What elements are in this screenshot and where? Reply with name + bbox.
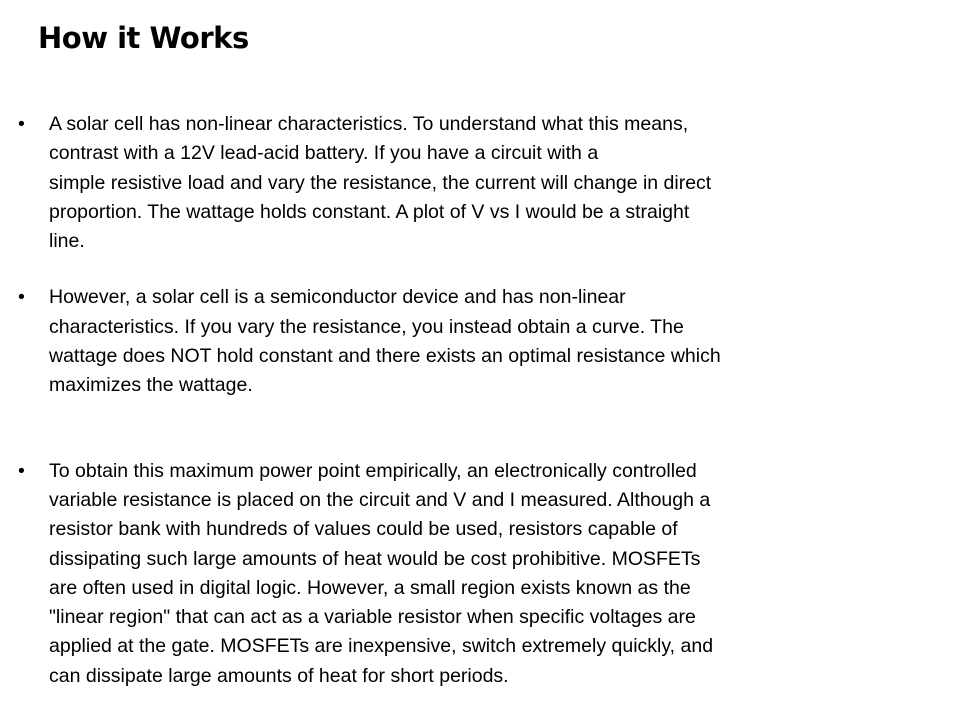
bullet-text-line: dissipating such large amounts of heat would be cost prohibitive. MOSFETs bbox=[49, 547, 701, 570]
bullet-item-mosfet-variable-resistance bbox=[18, 457, 898, 691]
bullet-dot: • bbox=[18, 286, 25, 309]
bullet-text-line: wattage does NOT hold constant and there exists an optimal resistance which bbox=[49, 345, 721, 368]
bullet-text-line: maximizes the wattage. bbox=[49, 374, 253, 397]
bullet-text-line: characteristics. If you vary the resistance, you instead obtain a curve. The bbox=[49, 315, 684, 338]
bullet-text-line: are often used in digital logic. However, a small region exists known as the bbox=[49, 576, 691, 599]
bullet-dot: • bbox=[18, 113, 25, 135]
slide-title: How it Works bbox=[38, 21, 249, 55]
bullet-list bbox=[18, 110, 898, 691]
bullet-item-semiconductor-curve bbox=[18, 283, 898, 400]
bullet-dot: • bbox=[18, 459, 25, 482]
bullet-text-line: However, a solar cell is a semiconductor device and has non-linear bbox=[49, 286, 626, 309]
bullet-text-line: simple resistive load and vary the resistance, the current will change in direct bbox=[49, 171, 712, 194]
bullet-text-line: To obtain this maximum power point empirically, an electronically controlled bbox=[49, 459, 697, 482]
bullet-text-line: can dissipate large amounts of heat for short periods. bbox=[49, 664, 509, 687]
bullet-text-line: applied at the gate. MOSFETs are inexpensive, switch extremely quickly, and bbox=[49, 635, 714, 658]
bullet-text-line: proportion. The wattage holds constant. A plot of V vs I would be a straight bbox=[49, 200, 690, 223]
bullet-text-line: resistor bank with hundreds of values could be used, resistors capable of bbox=[49, 518, 678, 541]
bullet-text-line: "linear region" that can act as a variable resistor when specific voltages are bbox=[49, 606, 696, 629]
bullet-text-line: contrast with a 12V lead-acid battery. If you have a circuit with a bbox=[49, 142, 599, 165]
bullet-text-line: A solar cell has non-linear characteristics. To understand what this means, bbox=[49, 113, 689, 135]
bullet-text-line: line. bbox=[49, 230, 85, 253]
bullet-text-line: variable resistance is placed on the circuit and V and I measured. Although a bbox=[49, 488, 711, 511]
bullet-item-solar-cell-characteristics bbox=[18, 110, 898, 256]
